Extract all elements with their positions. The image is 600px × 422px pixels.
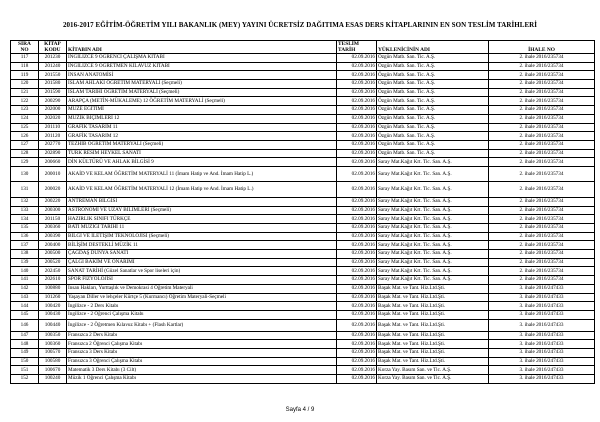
- cell-teslim-tarih: 02.09.2016: [337, 182, 377, 198]
- cell-kitabin-adi: İngilizce - 2 Ders Kitabı: [67, 302, 337, 311]
- cell-kitabin-adi: Yaşayan Diller ve lehçeler Kürtçe 5 (Kurmancı) Öğretim Materyali-Seçmeli: [67, 293, 337, 302]
- cell-teslim-tarih: 02.09.2016: [337, 319, 377, 331]
- cell-yuklenici: Özgün Matb. San. Tic. A.Ş.: [377, 62, 489, 71]
- cell-teslim-tarih: 02.09.2016: [337, 357, 377, 366]
- cell-kitap-kodu: 202890: [39, 149, 67, 158]
- cell-kitap-kodu: 200360: [39, 224, 67, 233]
- cell-kitabin-adi: SPOR FİZYOLOJİSİ: [67, 276, 337, 285]
- cell-sira-no: 136: [11, 232, 39, 241]
- table-row: [11, 357, 595, 366]
- cell-kitabin-adi: İngilizce - 2 Öğrenci Çalışma Kitabı: [67, 310, 337, 319]
- cell-kitabin-adi: İnsan Hakları, Yurttaşlık ve Demokrasi 4 Öğretim Materyali: [67, 284, 337, 293]
- cell-ihale-no: 2. ihale 2016/235734: [489, 132, 595, 141]
- table-row: [11, 215, 595, 224]
- cell-teslim-tarih: 02.09.2016: [337, 80, 377, 89]
- cell-teslim-tarih: 02.09.2016: [337, 241, 377, 250]
- cell-sira-no: 143: [11, 293, 39, 302]
- cell-kitabin-adi: İSLAM TARİHİ ÖĞRETİM MATERYALİ (Seçmeli): [67, 88, 337, 97]
- cell-yuklenici: Başak Mat. ve Tant. Hiz.Ltd.Şti.: [377, 331, 489, 340]
- cell-teslim-tarih: 02.09.2016: [337, 302, 377, 311]
- cell-kitap-kodu: 101260: [39, 293, 67, 302]
- cell-sira-no: 117: [11, 54, 39, 63]
- page-number: Sayfa 4 / 9: [285, 407, 315, 413]
- cell-ihale-no: 2. ihale 2016/235734: [489, 258, 595, 267]
- table-row: [11, 258, 595, 267]
- cell-sira-no: 149: [11, 348, 39, 357]
- cell-ihale-no: 3. ihale 2016/247433: [489, 319, 595, 331]
- cell-kitabin-adi: AKAİD VE KELAM ÖĞRETİM MATERYALİ 12 (İmam Hatip ve And. İmam Hatip L.): [67, 182, 337, 198]
- cell-ihale-no: 2. ihale 2016/235734: [489, 149, 595, 158]
- table-row: [11, 123, 595, 132]
- cell-yuklenici: Saray Mat.Kağıt Krt. Tic. San. A.Ş.: [377, 182, 489, 198]
- cell-kitabin-adi: ÇAĞDAŞ DÜNYA SANATI: [67, 250, 337, 259]
- cell-kitap-kodu: 200020: [39, 182, 67, 198]
- cell-sira-no: 121: [11, 88, 39, 97]
- cell-ihale-no: 2. ihale 2016/235734: [489, 232, 595, 241]
- cell-kitap-kodu: 100420: [39, 302, 67, 311]
- delivery-dates-table: [10, 40, 595, 384]
- cell-ihale-no: 3. ihale 2016/247433: [489, 331, 595, 340]
- cell-ihale-no: 3. ihale 2016/247433: [489, 340, 595, 349]
- table-row: [11, 232, 595, 241]
- cell-kitabin-adi: Matematik 3 Ders Kitabı (3 Cilt): [67, 366, 337, 375]
- cell-sira-no: 132: [11, 197, 39, 206]
- cell-ihale-no: 2. ihale 2016/235734: [489, 140, 595, 149]
- cell-yuklenici: Özgün Matb. San. Tic. A.Ş.: [377, 80, 489, 89]
- cell-yuklenici: Başak Mat. ve Tant. Hiz.Ltd.Şti.: [377, 319, 489, 331]
- cell-yuklenici: Özgün Matb. San. Tic. A.Ş.: [377, 132, 489, 141]
- cell-kitap-kodu: 201150: [39, 215, 67, 224]
- cell-teslim-tarih: 02.09.2016: [337, 293, 377, 302]
- cell-sira-no: 145: [11, 310, 39, 319]
- cell-yuklenici: Saray Mat.Kağıt Krt. Tic. San. A.Ş.: [377, 276, 489, 285]
- cell-kitabin-adi: Fransızca 3 Ders Kitabı: [67, 348, 337, 357]
- cell-kitabin-adi: BİLGİ VE İLETİŞİM TEKNOLOJİSİ (Seçmeli): [67, 232, 337, 241]
- cell-kitabin-adi: BİLİŞİM DESTEKLİ MÜZİK 11: [67, 241, 337, 250]
- table-row: [11, 158, 595, 167]
- cell-teslim-tarih: 02.09.2016: [337, 331, 377, 340]
- cell-kitap-kodu: 100430: [39, 310, 67, 319]
- table-row: [11, 132, 595, 141]
- header-kitap-kodu: KİTAP KODU: [39, 41, 67, 54]
- cell-yuklenici: Başak Mat. ve Tant. Hiz.Ltd.Şti.: [377, 293, 489, 302]
- cell-kitabin-adi: GRAFİK TASARIM 12: [67, 132, 337, 141]
- cell-teslim-tarih: 02.09.2016: [337, 232, 377, 241]
- cell-ihale-no: 2. ihale 2016/235734: [489, 215, 595, 224]
- cell-ihale-no: 2. ihale 2016/235734: [489, 123, 595, 132]
- table-row: [11, 250, 595, 259]
- cell-kitap-kodu: 200400: [39, 241, 67, 250]
- cell-yuklenici: Saray Mat.Kağıt Krt. Tic. San. A.Ş.: [377, 250, 489, 259]
- cell-kitabin-adi: HAZIRLIK SINIFI TÜRKÇE: [67, 215, 337, 224]
- cell-kitabin-adi: GRAFİK TASARIM 11: [67, 123, 337, 132]
- cell-kitabin-adi: ÇALGI BAKIM VE ONARIMI: [67, 258, 337, 267]
- cell-kitap-kodu: 202770: [39, 140, 67, 149]
- table-row: [11, 80, 595, 89]
- header-teslim-tarih: TESLİM TARİH: [337, 41, 377, 54]
- cell-ihale-no: 2. ihale 2016/235734: [489, 241, 595, 250]
- cell-sira-no: 134: [11, 215, 39, 224]
- cell-ihale-no: 2. ihale 2016/235734: [489, 182, 595, 198]
- cell-teslim-tarih: 02.09.2016: [337, 340, 377, 349]
- cell-yuklenici: Saray Mat.Kağıt Krt. Tic. San. A.Ş.: [377, 197, 489, 206]
- cell-ihale-no: 2. ihale 2016/235734: [489, 71, 595, 80]
- cell-teslim-tarih: 02.09.2016: [337, 206, 377, 215]
- cell-sira-no: 140: [11, 267, 39, 276]
- cell-sira-no: 137: [11, 241, 39, 250]
- cell-kitabin-adi: MÜZİK BİÇİMLERİ 12: [67, 114, 337, 123]
- cell-teslim-tarih: 02.09.2016: [337, 310, 377, 319]
- table-row: [11, 54, 595, 63]
- page-title: 2016-2017 EĞİTİM-ÖĞRETİM YILI BAKANLIK (MEY) YAYINI ÜCRETSİZ DAĞITIMA ESAS DERS KİTAPLARININ EN SON TESLİM TARİHLERİ: [62, 21, 538, 29]
- table-row: [11, 293, 595, 302]
- cell-kitabin-adi: İNSAN ANATOMİSİ: [67, 71, 337, 80]
- cell-teslim-tarih: 02.09.2016: [337, 215, 377, 224]
- cell-yuklenici: Başak Mat. ve Tant. Hiz.Ltd.Şti.: [377, 340, 489, 349]
- cell-kitabin-adi: İNGİLİZCE 9 ÖĞRETMEN KILAVUZ KİTABI: [67, 62, 337, 71]
- cell-teslim-tarih: 02.09.2016: [337, 54, 377, 63]
- cell-sira-no: 148: [11, 340, 39, 349]
- table-row: [11, 375, 595, 384]
- cell-ihale-no: 2. ihale 2016/235734: [489, 106, 595, 115]
- cell-yuklenici: Saray Mat.Kağıt Krt. Tic. San. A.Ş.: [377, 215, 489, 224]
- cell-kitap-kodu: 201120: [39, 132, 67, 141]
- cell-yuklenici: Korza Yay. Basım San. ve Tic. A.Ş.: [377, 375, 489, 384]
- table-row: [11, 97, 595, 106]
- cell-ihale-no: 2. ihale 2016/235734: [489, 88, 595, 97]
- cell-ihale-no: 3. ihale 2016/247433: [489, 357, 595, 366]
- cell-kitap-kodu: 100570: [39, 348, 67, 357]
- cell-yuklenici: Başak Mat. ve Tant. Hiz.Ltd.Şti.: [377, 348, 489, 357]
- cell-yuklenici: Özgün Matb. San. Tic. A.Ş.: [377, 114, 489, 123]
- cell-kitap-kodu: 201110: [39, 123, 67, 132]
- cell-sira-no: 144: [11, 302, 39, 311]
- cell-teslim-tarih: 02.09.2016: [337, 97, 377, 106]
- cell-teslim-tarih: 02.09.2016: [337, 348, 377, 357]
- table-row: [11, 114, 595, 123]
- table-body: [11, 54, 595, 384]
- cell-teslim-tarih: 02.09.2016: [337, 114, 377, 123]
- cell-sira-no: 150: [11, 357, 39, 366]
- cell-ihale-no: 2. ihale 2016/235734: [489, 97, 595, 106]
- table-row: [11, 267, 595, 276]
- table-row: [11, 182, 595, 198]
- cell-yuklenici: Saray Mat.Kağıt Krt. Tic. San. A.Ş.: [377, 166, 489, 182]
- cell-ihale-no: 2. ihale 2016/235734: [489, 80, 595, 89]
- cell-teslim-tarih: 02.09.2016: [337, 258, 377, 267]
- cell-sira-no: 125: [11, 123, 39, 132]
- cell-teslim-tarih: 02.09.2016: [337, 366, 377, 375]
- table-row: [11, 166, 595, 182]
- cell-sira-no: 129: [11, 158, 39, 167]
- cell-sira-no: 131: [11, 182, 39, 198]
- cell-kitabin-adi: MÜZE EĞİTİMİ: [67, 106, 337, 115]
- cell-kitap-kodu: 100240: [39, 375, 67, 384]
- cell-ihale-no: 2. ihale 2016/235734: [489, 250, 595, 259]
- cell-ihale-no: 3. ihale 2016/247433: [489, 293, 595, 302]
- cell-sira-no: 127: [11, 140, 39, 149]
- cell-kitap-kodu: 100580: [39, 357, 67, 366]
- cell-ihale-no: 2. ihale 2016/235734: [489, 206, 595, 215]
- cell-sira-no: 152: [11, 375, 39, 384]
- cell-yuklenici: Özgün Matb. San. Tic. A.Ş.: [377, 71, 489, 80]
- cell-sira-no: 124: [11, 114, 39, 123]
- cell-ihale-no: 3. ihale 2016/247433: [489, 310, 595, 319]
- cell-kitap-kodu: 100440: [39, 319, 67, 331]
- cell-sira-no: 122: [11, 97, 39, 106]
- table-row: [11, 241, 595, 250]
- cell-kitap-kodu: 200290: [39, 97, 67, 106]
- cell-kitabin-adi: İngilizce - 2 Öğretmen Kılavuz Kitabı + (Flash Kartlar): [67, 319, 337, 331]
- header-ihale-no: İHALE NO: [489, 41, 595, 54]
- cell-kitap-kodu: 200660: [39, 158, 67, 167]
- cell-kitap-kodu: 200220: [39, 197, 67, 206]
- cell-yuklenici: Özgün Matb. San. Tic. A.Ş.: [377, 106, 489, 115]
- cell-ihale-no: 2. ihale 2016/235734: [489, 114, 595, 123]
- cell-kitabin-adi: İNGİLİZCE 9 ÖĞRENCİ ÇALIŞMA KİTABI: [67, 54, 337, 63]
- cell-yuklenici: Saray Mat.Kağıt Krt. Tic. San. A.Ş.: [377, 267, 489, 276]
- cell-sira-no: 147: [11, 331, 39, 340]
- cell-yuklenici: Özgün Matb. San. Tic. A.Ş.: [377, 88, 489, 97]
- cell-kitabin-adi: BATI MÜZİĞİ TARİHİ 11: [67, 224, 337, 233]
- table-row: [11, 197, 595, 206]
- cell-kitabin-adi: TÜRK RESİM HEYKEL SANATI: [67, 149, 337, 158]
- table-row: [11, 284, 595, 293]
- cell-teslim-tarih: 02.09.2016: [337, 276, 377, 285]
- cell-teslim-tarih: 02.09.2016: [337, 62, 377, 71]
- table-row: [11, 88, 595, 97]
- cell-ihale-no: 3. ihale 2016/247433: [489, 284, 595, 293]
- cell-ihale-no: 3. ihale 2016/247433: [489, 366, 595, 375]
- cell-kitabin-adi: ASTRONOMİ VE UZAY BİLİMLERİ (Seçmeli): [67, 206, 337, 215]
- cell-teslim-tarih: 02.09.2016: [337, 140, 377, 149]
- cell-kitap-kodu: 202450: [39, 267, 67, 276]
- cell-yuklenici: Özgün Matb. San. Tic. A.Ş.: [377, 123, 489, 132]
- cell-kitabin-adi: Müzik 1 Öğrenci Çalışma Kitabı: [67, 375, 337, 384]
- table-row: [11, 366, 595, 375]
- cell-teslim-tarih: 02.09.2016: [337, 88, 377, 97]
- cell-teslim-tarih: 02.09.2016: [337, 71, 377, 80]
- table-row: [11, 276, 595, 285]
- table-row: [11, 71, 595, 80]
- table-row: [11, 302, 595, 311]
- cell-kitabin-adi: ARAPÇA (METİN-MÜKALEME) 12 ÖĞRETİM MATERYALİ (Seçmeli): [67, 97, 337, 106]
- cell-kitap-kodu: 201240: [39, 62, 67, 71]
- cell-ihale-no: 2. ihale 2016/235734: [489, 158, 595, 167]
- cell-kitabin-adi: AKAİD VE KELAM ÖĞRETİM MATERYALİ 11 (İmam Hatip ve And. İmam Hatip L.): [67, 166, 337, 182]
- table-row: [11, 140, 595, 149]
- cell-kitap-kodu: 100880: [39, 284, 67, 293]
- cell-teslim-tarih: 02.09.2016: [337, 166, 377, 182]
- table-row: [11, 224, 595, 233]
- cell-teslim-tarih: 02.09.2016: [337, 224, 377, 233]
- cell-sira-no: 135: [11, 224, 39, 233]
- cell-teslim-tarih: 02.09.2016: [337, 250, 377, 259]
- cell-kitabin-adi: DİN KÜLTÜRÜ VE AHLAK BİLGİSİ 9: [67, 158, 337, 167]
- cell-yuklenici: Özgün Matb. San. Tic. A.Ş.: [377, 140, 489, 149]
- table-row: [11, 331, 595, 340]
- cell-teslim-tarih: 02.09.2016: [337, 132, 377, 141]
- cell-yuklenici: Özgün Matb. San. Tic. A.Ş.: [377, 149, 489, 158]
- header-sira-no: SIRA NO: [11, 41, 39, 54]
- cell-kitabin-adi: Fransızca 2 Öğrenci Çalışma Kitabı: [67, 340, 337, 349]
- cell-kitabin-adi: İSLAM AHLAKI ÖĞRETİM MATERYALİ (Seçmeli): [67, 80, 337, 89]
- cell-kitabin-adi: SANAT TARİHİ (Güzel Sanatlar ve Spor liseleri için): [67, 267, 337, 276]
- cell-ihale-no: 2. ihale 2016/235734: [489, 276, 595, 285]
- cell-kitap-kodu: 201580: [39, 80, 67, 89]
- cell-teslim-tarih: 02.09.2016: [337, 375, 377, 384]
- table-row: [11, 106, 595, 115]
- cell-ihale-no: 3. ihale 2016/247433: [489, 348, 595, 357]
- table-row: [11, 310, 595, 319]
- cell-kitap-kodu: 100350: [39, 331, 67, 340]
- cell-kitap-kodu: 201590: [39, 88, 67, 97]
- table-row: [11, 319, 595, 331]
- cell-kitabin-adi: Fransızca 3 Öğrenci Çalışma Kitabı: [67, 357, 337, 366]
- cell-sira-no: 146: [11, 319, 39, 331]
- cell-yuklenici: Saray Mat.Kağıt Krt. Tic. San. A.Ş.: [377, 232, 489, 241]
- cell-yuklenici: Başak Mat. ve Tant. Hiz.Ltd.Şti.: [377, 302, 489, 311]
- table-row: [11, 348, 595, 357]
- cell-sira-no: 130: [11, 166, 39, 182]
- cell-sira-no: 123: [11, 106, 39, 115]
- cell-ihale-no: 2. ihale 2016/235734: [489, 62, 595, 71]
- table-row: [11, 206, 595, 215]
- cell-kitap-kodu: 100360: [39, 340, 67, 349]
- cell-yuklenici: Saray Mat.Kağıt Krt. Tic. San. A.Ş.: [377, 241, 489, 250]
- cell-yuklenici: Özgün Matb. San. Tic. A.Ş.: [377, 54, 489, 63]
- cell-yuklenici: Saray Mat.Kağıt Krt. Tic. San. A.Ş.: [377, 224, 489, 233]
- cell-yuklenici: Başak Mat. ve Tant. Hiz.Ltd.Şti.: [377, 357, 489, 366]
- table-row: [11, 62, 595, 71]
- cell-yuklenici: Başak Mat. ve Tant. Hiz.Ltd.Şti.: [377, 284, 489, 293]
- cell-kitap-kodu: 200010: [39, 166, 67, 182]
- cell-teslim-tarih: 02.09.2016: [337, 267, 377, 276]
- cell-sira-no: 133: [11, 206, 39, 215]
- cell-sira-no: 128: [11, 149, 39, 158]
- header-kitabin-adi: KİTABIN ADI: [67, 41, 337, 54]
- cell-kitap-kodu: 200520: [39, 258, 67, 267]
- cell-teslim-tarih: 02.09.2016: [337, 158, 377, 167]
- cell-kitap-kodu: 201230: [39, 54, 67, 63]
- table-row: [11, 149, 595, 158]
- cell-ihale-no: 2. ihale 2016/235734: [489, 197, 595, 206]
- cell-sira-no: 138: [11, 250, 39, 259]
- cell-teslim-tarih: 02.09.2016: [337, 106, 377, 115]
- cell-yuklenici: Saray Mat.Kağıt Krt. Tic. San. A.Ş.: [377, 258, 489, 267]
- cell-kitabin-adi: TEZHİB ÖĞRETİM MATERYALİ (Seçmeli): [67, 140, 337, 149]
- cell-kitap-kodu: 202610: [39, 276, 67, 285]
- cell-ihale-no: 2. ihale 2016/235734: [489, 166, 595, 182]
- cell-yuklenici: Korza Yay. Basım San. ve Tic. A.Ş.: [377, 366, 489, 375]
- cell-sira-no: 151: [11, 366, 39, 375]
- cell-ihale-no: 2. ihale 2016/235734: [489, 54, 595, 63]
- cell-sira-no: 141: [11, 276, 39, 285]
- table-row: [11, 340, 595, 349]
- cell-sira-no: 126: [11, 132, 39, 141]
- cell-teslim-tarih: 02.09.2016: [337, 284, 377, 293]
- cell-teslim-tarih: 02.09.2016: [337, 197, 377, 206]
- cell-kitap-kodu: 201550: [39, 71, 67, 80]
- cell-yuklenici: Başak Mat. ve Tant. Hiz.Ltd.Şti.: [377, 310, 489, 319]
- cell-ihale-no: 3. ihale 2016/247433: [489, 375, 595, 384]
- cell-kitap-kodu: 202020: [39, 114, 67, 123]
- cell-teslim-tarih: 02.09.2016: [337, 123, 377, 132]
- cell-ihale-no: 3. ihale 2016/247433: [489, 302, 595, 311]
- cell-ihale-no: 2. ihale 2016/235734: [489, 224, 595, 233]
- cell-sira-no: 120: [11, 80, 39, 89]
- cell-sira-no: 139: [11, 258, 39, 267]
- cell-yuklenici: Saray Mat.Kağıt Krt. Tic. San. A.Ş.: [377, 158, 489, 167]
- cell-kitap-kodu: 200300: [39, 206, 67, 215]
- cell-sira-no: 119: [11, 71, 39, 80]
- cell-kitap-kodu: 100670: [39, 366, 67, 375]
- cell-teslim-tarih: 02.09.2016: [337, 149, 377, 158]
- cell-kitabin-adi: ANTREMAN BİLGİSİ: [67, 197, 337, 206]
- cell-sira-no: 118: [11, 62, 39, 71]
- cell-kitap-kodu: 202000: [39, 106, 67, 115]
- cell-kitap-kodu: 200500: [39, 250, 67, 259]
- cell-yuklenici: Özgün Matb. San. Tic. A.Ş.: [377, 97, 489, 106]
- cell-kitabin-adi: Fransızca 2 Ders Kitabı: [67, 331, 337, 340]
- cell-yuklenici: Saray Mat.Kağıt Krt. Tic. San. A.Ş.: [377, 206, 489, 215]
- cell-sira-no: 142: [11, 284, 39, 293]
- cell-kitap-kodu: 200390: [39, 232, 67, 241]
- header-yuklenici: YÜKLENİCİNİN ADI: [377, 41, 489, 54]
- cell-ihale-no: 2. ihale 2016/235734: [489, 267, 595, 276]
- table-header: [11, 41, 595, 54]
